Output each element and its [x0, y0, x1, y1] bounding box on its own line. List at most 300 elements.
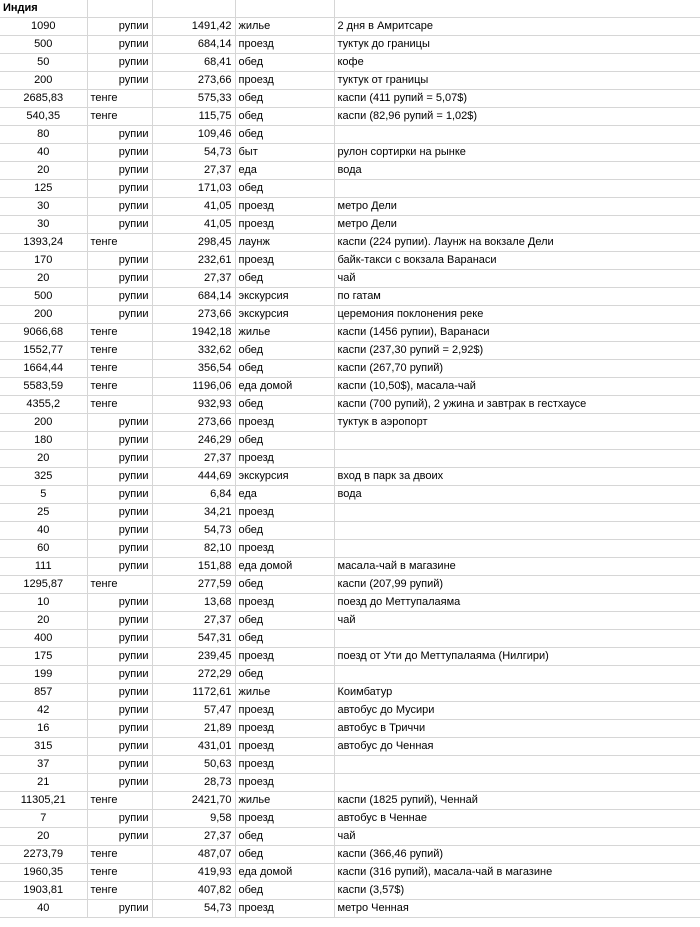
currency-cell[interactable]: тенге — [87, 324, 152, 342]
category-cell[interactable]: обед — [235, 360, 334, 378]
amount-cell[interactable]: 30 — [0, 198, 87, 216]
empty-cell[interactable] — [334, 0, 700, 18]
converted-cell[interactable]: 27,37 — [152, 162, 235, 180]
category-cell[interactable]: проезд — [235, 756, 334, 774]
table-row — [0, 774, 700, 792]
empty-cell[interactable] — [152, 0, 235, 18]
category-cell[interactable]: жилье — [235, 792, 334, 810]
amount-cell[interactable]: 1552,77 — [0, 342, 87, 360]
converted-cell[interactable]: 54,73 — [152, 144, 235, 162]
converted-cell[interactable]: 41,05 — [152, 198, 235, 216]
currency-cell[interactable]: рупии — [87, 270, 152, 288]
converted-cell[interactable]: 1172,61 — [152, 684, 235, 702]
amount-cell[interactable]: 199 — [0, 666, 87, 684]
amount-cell[interactable]: 2685,83 — [0, 90, 87, 108]
note-cell[interactable]: автобус в Триччи — [334, 720, 700, 738]
note-cell[interactable]: автобус в Ченнае — [334, 810, 700, 828]
currency-cell[interactable]: тенге — [87, 792, 152, 810]
currency-cell[interactable]: рупии — [87, 558, 152, 576]
note-cell[interactable]: каспи (224 рупии). Лаунж на вокзале Дели — [334, 234, 700, 252]
currency-cell[interactable]: рупии — [87, 774, 152, 792]
note-cell[interactable] — [334, 450, 700, 468]
note-cell[interactable]: каспи (3,57$) — [334, 882, 700, 900]
category-cell[interactable]: проезд — [235, 774, 334, 792]
amount-cell[interactable]: 40 — [0, 522, 87, 540]
table-row — [0, 738, 700, 756]
table-row — [0, 90, 700, 108]
table-row — [0, 486, 700, 504]
converted-cell[interactable]: 27,37 — [152, 270, 235, 288]
category-cell[interactable]: жилье — [235, 324, 334, 342]
currency-cell[interactable]: рупии — [87, 828, 152, 846]
category-cell[interactable]: проезд — [235, 414, 334, 432]
amount-cell[interactable]: 50 — [0, 54, 87, 72]
converted-cell[interactable]: 246,29 — [152, 432, 235, 450]
amount-cell[interactable]: 500 — [0, 288, 87, 306]
note-cell[interactable]: чай — [334, 612, 700, 630]
converted-cell[interactable]: 6,84 — [152, 486, 235, 504]
category-cell[interactable]: проезд — [235, 900, 334, 918]
converted-cell[interactable]: 277,59 — [152, 576, 235, 594]
converted-cell[interactable]: 431,01 — [152, 738, 235, 756]
converted-cell[interactable]: 115,75 — [152, 108, 235, 126]
currency-cell[interactable]: рупии — [87, 306, 152, 324]
table-row — [0, 594, 700, 612]
note-cell[interactable]: каспи (316 рупий), масала-чай в магазине — [334, 864, 700, 882]
category-cell[interactable]: проезд — [235, 720, 334, 738]
category-cell[interactable]: обед — [235, 666, 334, 684]
amount-cell[interactable]: 10 — [0, 594, 87, 612]
category-cell[interactable]: проезд — [235, 252, 334, 270]
currency-cell[interactable]: рупии — [87, 522, 152, 540]
converted-cell[interactable]: 407,82 — [152, 882, 235, 900]
currency-cell[interactable]: рупии — [87, 54, 152, 72]
converted-cell[interactable]: 28,73 — [152, 774, 235, 792]
table-row — [0, 108, 700, 126]
converted-cell[interactable]: 273,66 — [152, 306, 235, 324]
amount-cell[interactable]: 200 — [0, 306, 87, 324]
sheet-title[interactable]: Индия — [0, 0, 87, 18]
converted-cell[interactable]: 298,45 — [152, 234, 235, 252]
category-cell[interactable]: проезд — [235, 738, 334, 756]
currency-cell[interactable]: рупии — [87, 162, 152, 180]
amount-cell[interactable]: 170 — [0, 252, 87, 270]
note-cell[interactable]: каспи (267,70 рупий) — [334, 360, 700, 378]
table-row — [0, 162, 700, 180]
converted-cell[interactable]: 9,58 — [152, 810, 235, 828]
category-cell[interactable]: проезд — [235, 594, 334, 612]
table-row — [0, 216, 700, 234]
table-row — [0, 522, 700, 540]
currency-cell[interactable]: рупии — [87, 126, 152, 144]
note-cell[interactable] — [334, 126, 700, 144]
currency-cell[interactable]: рупии — [87, 900, 152, 918]
note-cell[interactable]: метро Дели — [334, 198, 700, 216]
category-cell[interactable]: обед — [235, 846, 334, 864]
note-cell[interactable]: масала-чай в магазине — [334, 558, 700, 576]
amount-cell[interactable]: 1664,44 — [0, 360, 87, 378]
note-cell[interactable]: по гатам — [334, 288, 700, 306]
table-row — [0, 630, 700, 648]
note-cell[interactable] — [334, 666, 700, 684]
currency-cell[interactable]: тенге — [87, 108, 152, 126]
category-cell[interactable]: обед — [235, 396, 334, 414]
converted-cell[interactable]: 332,62 — [152, 342, 235, 360]
converted-cell[interactable]: 41,05 — [152, 216, 235, 234]
amount-cell[interactable]: 2273,79 — [0, 846, 87, 864]
table-row — [0, 144, 700, 162]
note-cell[interactable]: метро Дели — [334, 216, 700, 234]
amount-cell[interactable]: 7 — [0, 810, 87, 828]
note-cell[interactable]: каспи (411 рупий = 5,07$) — [334, 90, 700, 108]
converted-cell[interactable]: 419,93 — [152, 864, 235, 882]
currency-cell[interactable]: тенге — [87, 576, 152, 594]
currency-cell[interactable]: тенге — [87, 378, 152, 396]
category-cell[interactable]: обед — [235, 630, 334, 648]
converted-cell[interactable]: 356,54 — [152, 360, 235, 378]
category-cell[interactable]: обед — [235, 612, 334, 630]
amount-cell[interactable]: 20 — [0, 450, 87, 468]
category-cell[interactable]: экскурсия — [235, 288, 334, 306]
amount-cell[interactable]: 40 — [0, 144, 87, 162]
amount-cell[interactable]: 325 — [0, 468, 87, 486]
table-row — [0, 558, 700, 576]
amount-cell[interactable]: 11305,21 — [0, 792, 87, 810]
note-cell[interactable] — [334, 756, 700, 774]
amount-cell[interactable]: 125 — [0, 180, 87, 198]
table-row — [0, 720, 700, 738]
category-cell[interactable]: проезд — [235, 648, 334, 666]
note-cell[interactable]: кофе — [334, 54, 700, 72]
converted-cell[interactable]: 54,73 — [152, 900, 235, 918]
amount-cell[interactable]: 80 — [0, 126, 87, 144]
category-cell[interactable]: быт — [235, 144, 334, 162]
table-row — [0, 792, 700, 810]
category-cell[interactable]: проезд — [235, 810, 334, 828]
note-cell[interactable]: чай — [334, 270, 700, 288]
note-cell[interactable]: поезд до Меттупалаяма — [334, 594, 700, 612]
converted-cell[interactable]: 932,93 — [152, 396, 235, 414]
amount-cell[interactable]: 200 — [0, 72, 87, 90]
amount-cell[interactable]: 20 — [0, 270, 87, 288]
empty-cell[interactable] — [235, 0, 334, 18]
currency-cell[interactable]: тенге — [87, 882, 152, 900]
table-row — [0, 18, 700, 36]
note-cell[interactable] — [334, 774, 700, 792]
table-row — [0, 504, 700, 522]
table-row — [0, 666, 700, 684]
table-row — [0, 450, 700, 468]
amount-cell[interactable]: 1903,81 — [0, 882, 87, 900]
currency-cell[interactable]: рупии — [87, 648, 152, 666]
converted-cell[interactable]: 54,73 — [152, 522, 235, 540]
converted-cell[interactable]: 1942,18 — [152, 324, 235, 342]
amount-cell[interactable]: 9066,68 — [0, 324, 87, 342]
amount-cell[interactable]: 16 — [0, 720, 87, 738]
currency-cell[interactable]: рупии — [87, 288, 152, 306]
amount-cell[interactable]: 1960,35 — [0, 864, 87, 882]
currency-cell[interactable]: рупии — [87, 450, 152, 468]
converted-cell[interactable]: 239,45 — [152, 648, 235, 666]
note-cell[interactable] — [334, 180, 700, 198]
note-cell[interactable]: церемония поклонения реке — [334, 306, 700, 324]
currency-cell[interactable]: рупии — [87, 468, 152, 486]
amount-cell[interactable]: 42 — [0, 702, 87, 720]
currency-cell[interactable]: рупии — [87, 216, 152, 234]
converted-cell[interactable]: 109,46 — [152, 126, 235, 144]
converted-cell[interactable]: 27,37 — [152, 828, 235, 846]
category-cell[interactable]: проезд — [235, 504, 334, 522]
converted-cell[interactable]: 57,47 — [152, 702, 235, 720]
category-cell[interactable]: еда домой — [235, 864, 334, 882]
table-row — [0, 540, 700, 558]
converted-cell[interactable]: 82,10 — [152, 540, 235, 558]
table-row — [0, 342, 700, 360]
category-cell[interactable]: еда домой — [235, 378, 334, 396]
table-row — [0, 684, 700, 702]
converted-cell[interactable]: 68,41 — [152, 54, 235, 72]
amount-cell[interactable]: 175 — [0, 648, 87, 666]
note-cell[interactable]: рулон сортирки на рынке — [334, 144, 700, 162]
category-cell[interactable]: экскурсия — [235, 306, 334, 324]
amount-cell[interactable]: 200 — [0, 414, 87, 432]
converted-cell[interactable]: 2421,70 — [152, 792, 235, 810]
currency-cell[interactable]: тенге — [87, 90, 152, 108]
currency-cell[interactable]: рупии — [87, 432, 152, 450]
converted-cell[interactable]: 27,37 — [152, 612, 235, 630]
note-cell[interactable]: автобус до Мусири — [334, 702, 700, 720]
category-cell[interactable]: обед — [235, 828, 334, 846]
note-cell[interactable]: метро Ченная — [334, 900, 700, 918]
currency-cell[interactable]: рупии — [87, 252, 152, 270]
table-row — [0, 72, 700, 90]
category-cell[interactable]: проезд — [235, 216, 334, 234]
table-row — [0, 414, 700, 432]
note-cell[interactable]: туктук в аэропорт — [334, 414, 700, 432]
currency-cell[interactable]: рупии — [87, 72, 152, 90]
category-cell[interactable]: обед — [235, 126, 334, 144]
currency-cell[interactable]: рупии — [87, 594, 152, 612]
category-cell[interactable]: экскурсия — [235, 468, 334, 486]
note-cell[interactable]: туктук от границы — [334, 72, 700, 90]
table-row — [0, 576, 700, 594]
table-row — [0, 756, 700, 774]
amount-cell[interactable]: 111 — [0, 558, 87, 576]
currency-cell[interactable]: рупии — [87, 756, 152, 774]
converted-cell[interactable]: 547,31 — [152, 630, 235, 648]
category-cell[interactable]: проезд — [235, 36, 334, 54]
amount-cell[interactable]: 540,35 — [0, 108, 87, 126]
currency-cell[interactable]: рупии — [87, 180, 152, 198]
currency-cell[interactable]: рупии — [87, 504, 152, 522]
category-cell[interactable]: обед — [235, 576, 334, 594]
currency-cell[interactable]: рупии — [87, 36, 152, 54]
category-cell[interactable]: проезд — [235, 198, 334, 216]
note-cell[interactable]: каспи (207,99 рупий) — [334, 576, 700, 594]
amount-cell[interactable]: 857 — [0, 684, 87, 702]
currency-cell[interactable]: рупии — [87, 144, 152, 162]
table-row — [0, 324, 700, 342]
note-cell[interactable]: байк-такси с вокзала Варанаси — [334, 252, 700, 270]
amount-cell[interactable]: 37 — [0, 756, 87, 774]
table-row — [0, 54, 700, 72]
note-cell[interactable] — [334, 522, 700, 540]
currency-cell[interactable]: рупии — [87, 738, 152, 756]
note-cell[interactable]: 2 дня в Амритсаре — [334, 18, 700, 36]
currency-cell[interactable]: рупии — [87, 414, 152, 432]
note-cell[interactable]: поезд от Ути до Меттупалаяма (Нилгири) — [334, 648, 700, 666]
category-cell[interactable]: обед — [235, 522, 334, 540]
currency-cell[interactable]: тенге — [87, 846, 152, 864]
note-cell[interactable]: каспи (1456 рупии), Варанаси — [334, 324, 700, 342]
title-row — [0, 0, 700, 18]
amount-cell[interactable]: 21 — [0, 774, 87, 792]
table-row — [0, 234, 700, 252]
converted-cell[interactable]: 151,88 — [152, 558, 235, 576]
currency-cell[interactable]: тенге — [87, 342, 152, 360]
converted-cell[interactable]: 684,14 — [152, 36, 235, 54]
converted-cell[interactable]: 575,33 — [152, 90, 235, 108]
category-cell[interactable]: еда домой — [235, 558, 334, 576]
category-cell[interactable]: проезд — [235, 540, 334, 558]
currency-cell[interactable]: рупии — [87, 198, 152, 216]
table-row — [0, 702, 700, 720]
table-row — [0, 378, 700, 396]
category-cell[interactable]: обед — [235, 180, 334, 198]
category-cell[interactable]: обед — [235, 90, 334, 108]
converted-cell[interactable]: 13,68 — [152, 594, 235, 612]
converted-cell[interactable]: 171,03 — [152, 180, 235, 198]
currency-cell[interactable]: рупии — [87, 612, 152, 630]
category-cell[interactable]: жилье — [235, 684, 334, 702]
amount-cell[interactable]: 20 — [0, 612, 87, 630]
note-cell[interactable] — [334, 540, 700, 558]
amount-cell[interactable]: 1393,24 — [0, 234, 87, 252]
note-cell[interactable]: каспи (366,46 рупий) — [334, 846, 700, 864]
converted-cell[interactable]: 273,66 — [152, 414, 235, 432]
amount-cell[interactable]: 400 — [0, 630, 87, 648]
table-row — [0, 288, 700, 306]
currency-cell[interactable]: тенге — [87, 864, 152, 882]
converted-cell[interactable]: 444,69 — [152, 468, 235, 486]
amount-cell[interactable]: 25 — [0, 504, 87, 522]
table-row — [0, 126, 700, 144]
amount-cell[interactable]: 20 — [0, 828, 87, 846]
converted-cell[interactable]: 1491,42 — [152, 18, 235, 36]
table-row — [0, 360, 700, 378]
table-row — [0, 828, 700, 846]
empty-cell[interactable] — [87, 0, 152, 18]
converted-cell[interactable]: 273,66 — [152, 72, 235, 90]
note-cell[interactable]: каспи (10,50$), масала-чай — [334, 378, 700, 396]
table-row — [0, 36, 700, 54]
category-cell[interactable]: обед — [235, 54, 334, 72]
table-row — [0, 432, 700, 450]
currency-cell[interactable]: тенге — [87, 396, 152, 414]
table-row — [0, 468, 700, 486]
amount-cell[interactable]: 315 — [0, 738, 87, 756]
currency-cell[interactable]: рупии — [87, 630, 152, 648]
table-row — [0, 198, 700, 216]
amount-cell[interactable]: 4355,2 — [0, 396, 87, 414]
currency-cell[interactable]: рупии — [87, 540, 152, 558]
converted-cell[interactable]: 27,37 — [152, 450, 235, 468]
category-cell[interactable]: еда — [235, 486, 334, 504]
converted-cell[interactable]: 684,14 — [152, 288, 235, 306]
table-row — [0, 180, 700, 198]
category-cell[interactable]: обед — [235, 270, 334, 288]
converted-cell[interactable]: 487,07 — [152, 846, 235, 864]
currency-cell[interactable]: рупии — [87, 702, 152, 720]
amount-cell[interactable]: 20 — [0, 162, 87, 180]
currency-cell[interactable]: рупии — [87, 810, 152, 828]
note-cell[interactable]: каспи (1825 рупий), Ченнай — [334, 792, 700, 810]
note-cell[interactable]: каспи (82,96 рупий = 1,02$) — [334, 108, 700, 126]
category-cell[interactable]: обед — [235, 882, 334, 900]
currency-cell[interactable]: рупии — [87, 486, 152, 504]
note-cell[interactable] — [334, 432, 700, 450]
category-cell[interactable]: обед — [235, 342, 334, 360]
note-cell[interactable] — [334, 630, 700, 648]
currency-cell[interactable]: тенге — [87, 360, 152, 378]
note-cell[interactable]: Коимбатур — [334, 684, 700, 702]
note-cell[interactable]: вода — [334, 162, 700, 180]
table-row — [0, 882, 700, 900]
converted-cell[interactable]: 272,29 — [152, 666, 235, 684]
category-cell[interactable]: проезд — [235, 450, 334, 468]
converted-cell[interactable]: 50,63 — [152, 756, 235, 774]
currency-cell[interactable]: рупии — [87, 720, 152, 738]
table-row — [0, 612, 700, 630]
currency-cell[interactable]: рупии — [87, 666, 152, 684]
converted-cell[interactable]: 34,21 — [152, 504, 235, 522]
amount-cell[interactable]: 30 — [0, 216, 87, 234]
note-cell[interactable] — [334, 504, 700, 522]
category-cell[interactable]: жилье — [235, 18, 334, 36]
amount-cell[interactable]: 1090 — [0, 18, 87, 36]
table-row — [0, 252, 700, 270]
converted-cell[interactable]: 232,61 — [152, 252, 235, 270]
amount-cell[interactable]: 180 — [0, 432, 87, 450]
category-cell[interactable]: лаунж — [235, 234, 334, 252]
amount-cell[interactable]: 1295,87 — [0, 576, 87, 594]
category-cell[interactable]: обед — [235, 432, 334, 450]
table-row — [0, 396, 700, 414]
category-cell[interactable]: обед — [235, 108, 334, 126]
table-row — [0, 270, 700, 288]
note-cell[interactable]: каспи (237,30 рупий = 2,92$) — [334, 342, 700, 360]
note-cell[interactable]: автобус до Ченная — [334, 738, 700, 756]
note-cell[interactable]: туктук до границы — [334, 36, 700, 54]
amount-cell[interactable]: 5 — [0, 486, 87, 504]
amount-cell[interactable]: 500 — [0, 36, 87, 54]
converted-cell[interactable]: 21,89 — [152, 720, 235, 738]
category-cell[interactable]: проезд — [235, 72, 334, 90]
note-cell[interactable]: каспи (700 рупий), 2 ужина и завтрак в гестхаусе — [334, 396, 700, 414]
category-cell[interactable]: проезд — [235, 702, 334, 720]
currency-cell[interactable]: рупии — [87, 684, 152, 702]
currency-cell[interactable]: рупии — [87, 18, 152, 36]
note-cell[interactable]: вода — [334, 486, 700, 504]
currency-cell[interactable]: тенге — [87, 234, 152, 252]
category-cell[interactable]: еда — [235, 162, 334, 180]
converted-cell[interactable]: 1196,06 — [152, 378, 235, 396]
note-cell[interactable]: чай — [334, 828, 700, 846]
amount-cell[interactable]: 60 — [0, 540, 87, 558]
note-cell[interactable]: вход в парк за двоих — [334, 468, 700, 486]
amount-cell[interactable]: 5583,59 — [0, 378, 87, 396]
amount-cell[interactable]: 40 — [0, 900, 87, 918]
